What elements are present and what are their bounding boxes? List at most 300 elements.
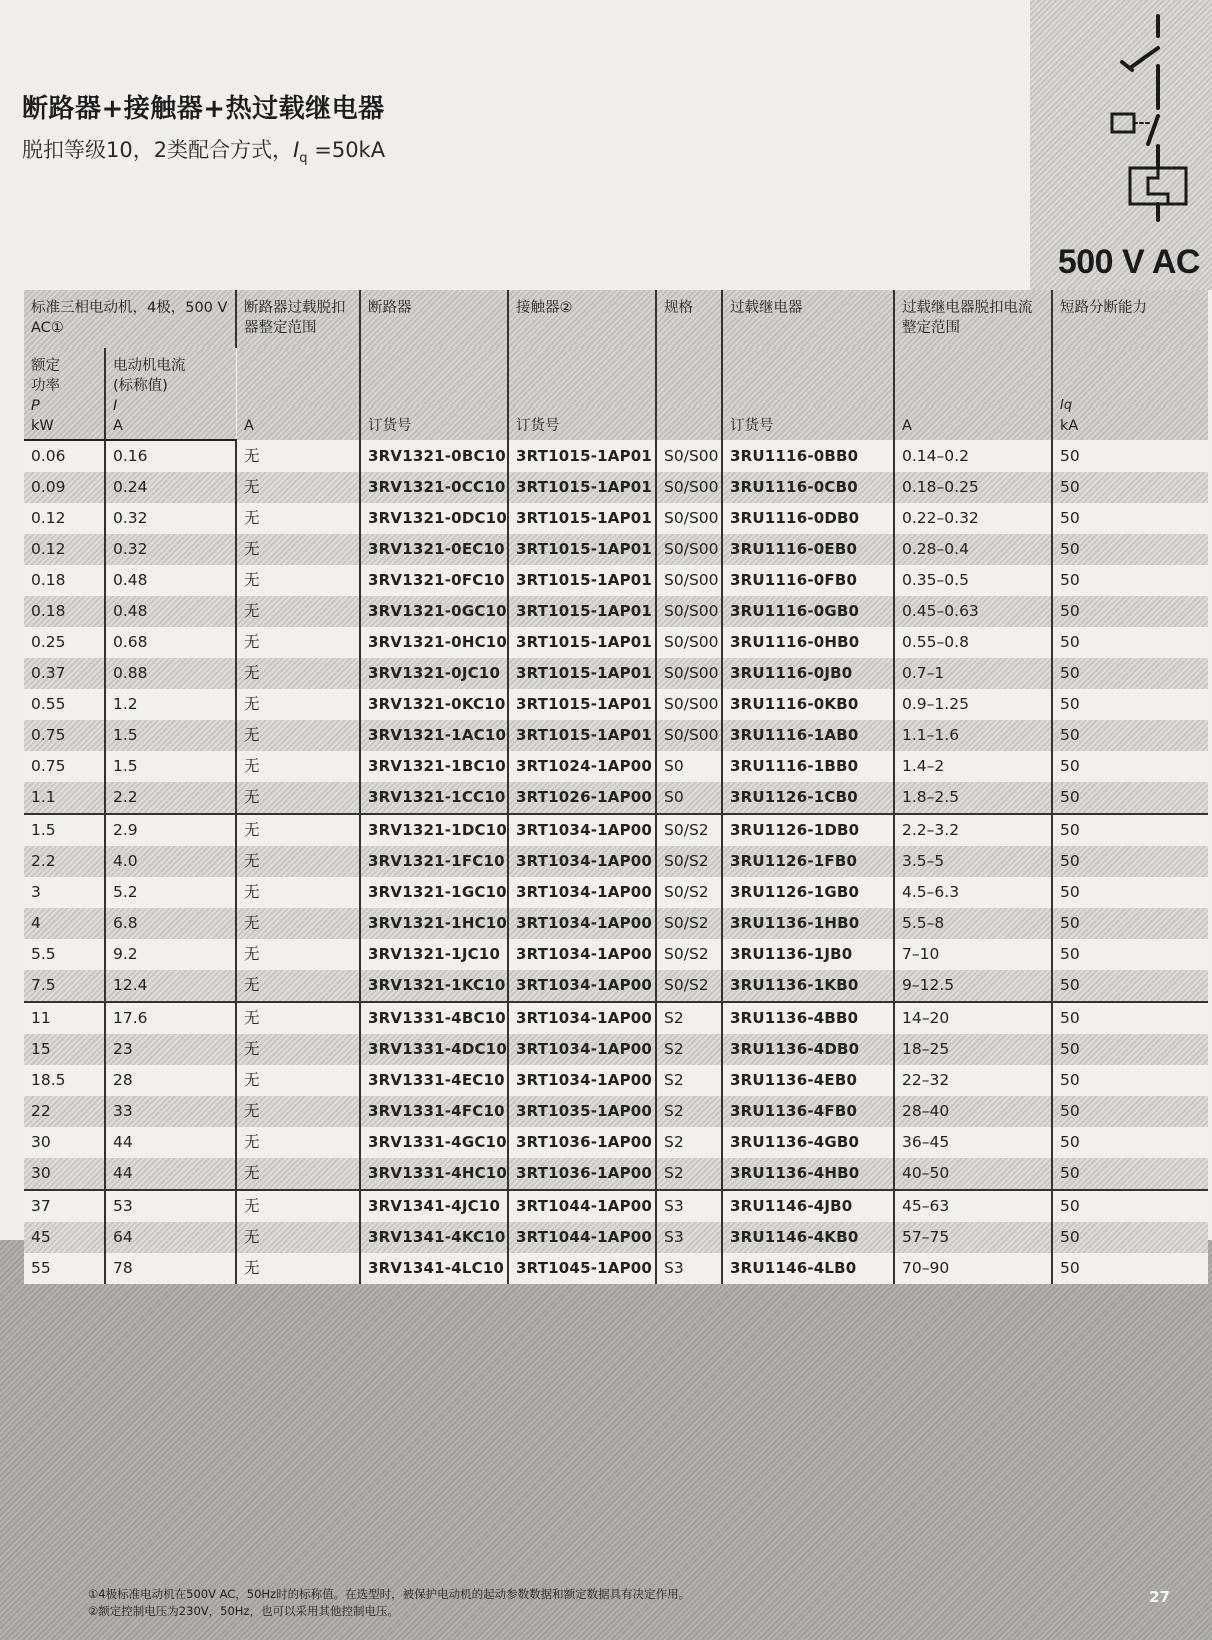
cell-current-a: 9.2 (105, 939, 236, 970)
cell-current-a: 44 (105, 1158, 236, 1190)
cell-cb-range: 无 (236, 596, 360, 627)
cell-relay-order: 3RU1116-0HB0 (722, 627, 894, 658)
cell-breaking-capacity: 50 (1060, 695, 1080, 713)
cell-contactor-order: 3RT1015-1AP01 (508, 503, 656, 534)
cell-power-kw: 11 (24, 1002, 105, 1034)
cell-breaking-capacity: 50 (1060, 1197, 1080, 1215)
cell-breaker-order: 3RV1341-4KC10 (360, 1222, 508, 1253)
cell-relay-order: 3RU1136-1KB0 (722, 970, 894, 1002)
breaking-capacity-symbol: Iq (1060, 398, 1073, 413)
cell-power-kw: 3 (24, 877, 105, 908)
cell-relay-range: 0.22–0.32 (894, 503, 1052, 534)
cell-relay-range: 3.5–5 (894, 846, 1052, 877)
cell-relay-range: 14–20 (894, 1002, 1052, 1034)
cell-current-a: 23 (105, 1034, 236, 1065)
cell-cb-range: 无 (236, 1222, 360, 1253)
cell-breaker-order: 3RV1321-0KC10 (360, 689, 508, 720)
cell-relay-order: 3RU1136-4GB0 (722, 1127, 894, 1158)
cell-size: S0/S00 (656, 627, 722, 658)
cell-current-a: 78 (105, 1253, 236, 1284)
cell-relay-range: 7–10 (894, 939, 1052, 970)
current-header-line1: 电动机电流 (113, 358, 186, 374)
cell-cb-range: 无 (236, 1002, 360, 1034)
cell-size: S0/S00 (656, 534, 722, 565)
cell-size: S2 (656, 1002, 722, 1034)
cell-contactor-order: 3RT1034-1AP00 (508, 1034, 656, 1065)
cell-size: S0 (656, 782, 722, 814)
cell-relay-range: 22–32 (894, 1065, 1052, 1096)
cell-relay-order: 3RU1136-4HB0 (722, 1158, 894, 1190)
table-row (24, 1065, 1208, 1096)
cell-cb-range: 无 (236, 1253, 360, 1284)
cell-cb-range: 无 (236, 1096, 360, 1127)
cell-size: S2 (656, 1034, 722, 1065)
cell-relay-order: 3RU1146-4KB0 (722, 1222, 894, 1253)
cell-contactor-order: 3RT1044-1AP00 (508, 1190, 656, 1222)
breaking-capacity-unit: kA (1060, 418, 1079, 434)
power-header-line1: 额定 (31, 358, 60, 374)
cell-breaker-order: 3RV1341-4LC10 (360, 1253, 508, 1284)
cell-power-kw: 0.12 (24, 534, 105, 565)
cell-relay-range: 2.2–3.2 (894, 814, 1052, 846)
table-row (24, 1253, 1208, 1284)
cell-relay-order: 3RU1116-0DB0 (722, 503, 894, 534)
voltage-label: 500 V AC (1057, 243, 1200, 281)
cell-contactor-order: 3RT1015-1AP01 (508, 689, 656, 720)
cell-power-kw: 1.5 (24, 814, 105, 846)
cell-contactor-order: 3RT1036-1AP00 (508, 1127, 656, 1158)
cell-relay-range: 57–75 (894, 1222, 1052, 1253)
relay-header-label: 过载继电器 (730, 300, 803, 316)
cell-size: S0/S00 (656, 565, 722, 596)
cell-contactor-order: 3RT1015-1AP01 (508, 534, 656, 565)
cell-contactor-order: 3RT1034-1AP00 (508, 939, 656, 970)
circuit-breaker-contactor-relay-icon (1070, 6, 1200, 226)
cell-power-kw: 30 (24, 1127, 105, 1158)
cell-breaking-capacity: 50 (1060, 571, 1080, 589)
contactor-header-label: 接触器② (516, 300, 573, 316)
cell-relay-range: 9–12.5 (894, 970, 1052, 1002)
cell-breaker-order: 3RV1331-4FC10 (360, 1096, 508, 1127)
cell-relay-order: 3RU1136-4DB0 (722, 1034, 894, 1065)
table-row (24, 534, 1208, 565)
cell-breaker-order: 3RV1321-1DC10 (360, 814, 508, 846)
power-header-symbol: P (31, 398, 40, 414)
table-row (24, 782, 1208, 814)
cell-power-kw: 1.1 (24, 782, 105, 814)
cell-current-a: 33 (105, 1096, 236, 1127)
cell-contactor-order: 3RT1034-1AP00 (508, 1002, 656, 1034)
cell-cb-range: 无 (236, 1190, 360, 1222)
cell-power-kw: 2.2 (24, 846, 105, 877)
cell-size: S2 (656, 1158, 722, 1190)
cell-current-a: 1.5 (105, 720, 236, 751)
cell-relay-range: 28–40 (894, 1096, 1052, 1127)
cell-current-a: 0.48 (105, 565, 236, 596)
footnote-2: ②额定控制电压为230V，50Hz，也可以采用其他控制电压。 (88, 1604, 399, 1618)
cell-relay-range: 0.18–0.25 (894, 472, 1052, 503)
cell-power-kw: 18.5 (24, 1065, 105, 1096)
breaking-capacity-unit-block (1060, 396, 1078, 436)
cell-cb-range: 无 (236, 970, 360, 1002)
table-row (24, 472, 1208, 503)
table-row (24, 1158, 1208, 1190)
cell-cb-range: 无 (236, 877, 360, 908)
cell-relay-order: 3RU1116-0EB0 (722, 534, 894, 565)
relay-range-unit: A (902, 418, 912, 434)
cell-relay-range: 18–25 (894, 1034, 1052, 1065)
breaker-order-label: 订货号 (368, 418, 412, 434)
cell-power-kw: 55 (24, 1253, 105, 1284)
cell-contactor-order: 3RT1015-1AP01 (508, 658, 656, 689)
cell-relay-order: 3RU1126-1GB0 (722, 877, 894, 908)
cell-relay-order: 3RU1116-0BB0 (722, 440, 894, 472)
page-number: 27 (1149, 1588, 1170, 1606)
cell-current-a: 17.6 (105, 1002, 236, 1034)
selection-table (24, 290, 1208, 1284)
cell-breaker-order: 3RV1321-0DC10 (360, 503, 508, 534)
table-row (24, 1190, 1208, 1222)
cell-current-a: 0.24 (105, 472, 236, 503)
cell-contactor-order: 3RT1015-1AP01 (508, 440, 656, 472)
cell-current-a: 2.9 (105, 814, 236, 846)
power-unit: kW (31, 418, 54, 434)
table-row (24, 908, 1208, 939)
cell-current-a: 28 (105, 1065, 236, 1096)
cell-contactor-order: 3RT1015-1AP01 (508, 627, 656, 658)
cell-cb-range: 无 (236, 1127, 360, 1158)
cell-cb-range: 无 (236, 472, 360, 503)
table-row (24, 627, 1208, 658)
contactor-order-label: 订货号 (516, 418, 560, 434)
cell-contactor-order: 3RT1035-1AP00 (508, 1096, 656, 1127)
table-row (24, 1222, 1208, 1253)
cell-breaker-order: 3RV1321-0EC10 (360, 534, 508, 565)
cell-current-a: 53 (105, 1190, 236, 1222)
cell-breaker-order: 3RV1331-4HC10 (360, 1158, 508, 1190)
size-header (656, 290, 722, 440)
cell-current-a: 1.2 (105, 689, 236, 720)
relay-header (722, 290, 894, 440)
cell-current-a: 0.68 (105, 627, 236, 658)
cell-breaker-order: 3RV1321-1JC10 (360, 939, 508, 970)
cell-power-kw: 30 (24, 1158, 105, 1190)
cell-cb-range: 无 (236, 751, 360, 782)
contactor-header (508, 290, 656, 440)
cell-cb-range: 无 (236, 939, 360, 970)
cell-power-kw: 4 (24, 908, 105, 939)
motor-group-header: 标准三相电动机，4极，500 V AC① (24, 290, 236, 348)
cell-size: S0/S2 (656, 814, 722, 846)
table-row (24, 1096, 1208, 1127)
cell-power-kw: 0.37 (24, 658, 105, 689)
cell-contactor-order: 3RT1015-1AP01 (508, 720, 656, 751)
cell-breaking-capacity: 50 (1060, 664, 1080, 682)
cell-size: S0/S2 (656, 939, 722, 970)
cell-relay-range: 1.8–2.5 (894, 782, 1052, 814)
cell-current-a: 6.8 (105, 908, 236, 939)
cell-relay-range: 0.7–1 (894, 658, 1052, 689)
cell-breaking-capacity: 50 (1060, 1259, 1080, 1277)
cell-contactor-order: 3RT1034-1AP00 (508, 908, 656, 939)
cell-cb-range: 无 (236, 1034, 360, 1065)
cell-current-a: 44 (105, 1127, 236, 1158)
cell-size: S2 (656, 1065, 722, 1096)
cb-range-unit: A (244, 418, 254, 434)
cell-breaker-order: 3RV1321-0GC10 (360, 596, 508, 627)
cell-current-a: 64 (105, 1222, 236, 1253)
cell-relay-order: 3RU1146-4LB0 (722, 1253, 894, 1284)
power-header-line2: 功率 (31, 378, 60, 394)
cell-relay-range: 1.1–1.6 (894, 720, 1052, 751)
table-row (24, 440, 1208, 472)
cell-cb-range: 无 (236, 1158, 360, 1190)
cell-breaker-order: 3RV1341-4JC10 (360, 1190, 508, 1222)
current-header (105, 348, 236, 440)
cell-size: S0/S2 (656, 877, 722, 908)
cell-size: S2 (656, 1096, 722, 1127)
cell-cb-range: 无 (236, 1065, 360, 1096)
table-body (24, 440, 1208, 1284)
cell-power-kw: 0.12 (24, 503, 105, 534)
cell-size: S0/S00 (656, 503, 722, 534)
cell-relay-order: 3RU1116-1AB0 (722, 720, 894, 751)
cell-relay-range: 1.4–2 (894, 751, 1052, 782)
cell-breaking-capacity: 50 (1060, 1228, 1080, 1246)
cell-breaking-capacity: 50 (1060, 852, 1080, 870)
cell-current-a: 4.0 (105, 846, 236, 877)
cell-relay-order: 3RU1136-4FB0 (722, 1096, 894, 1127)
cell-power-kw: 5.5 (24, 939, 105, 970)
cell-power-kw: 0.75 (24, 720, 105, 751)
cell-contactor-order: 3RT1034-1AP00 (508, 877, 656, 908)
cell-size: S0/S2 (656, 908, 722, 939)
cell-cb-range: 无 (236, 720, 360, 751)
subtitle-text: 脱扣等级10，2类配合方式， (22, 138, 294, 162)
footnote-1: ①4极标准电动机在500V AC，50Hz时的标称值。在选型时，被保护电动机的起动参数数据和额定数据具有决定作用。 (88, 1587, 691, 1601)
cb-range-header (236, 290, 360, 440)
subtitle-symbol: I (293, 138, 300, 162)
page-title: 断路器+接触器+热过载继电器 (22, 94, 385, 124)
cell-size: S0/S2 (656, 846, 722, 877)
cell-breaker-order: 3RV1321-1HC10 (360, 908, 508, 939)
cell-power-kw: 22 (24, 1096, 105, 1127)
cell-relay-order: 3RU1126-1CB0 (722, 782, 894, 814)
cell-size: S0/S00 (656, 596, 722, 627)
cell-relay-range: 0.55–0.8 (894, 627, 1052, 658)
cell-size: S3 (656, 1222, 722, 1253)
cell-relay-order: 3RU1136-4EB0 (722, 1065, 894, 1096)
cell-current-a: 0.16 (105, 440, 236, 472)
table-row (24, 970, 1208, 1002)
cell-breaker-order: 3RV1331-4DC10 (360, 1034, 508, 1065)
cell-power-kw: 0.06 (24, 440, 105, 472)
relay-range-header (894, 290, 1052, 440)
power-header (24, 348, 105, 440)
relay-order-label: 订货号 (730, 418, 774, 434)
cell-current-a: 0.88 (105, 658, 236, 689)
table-row (24, 565, 1208, 596)
cell-power-kw: 0.55 (24, 689, 105, 720)
cell-breaking-capacity: 50 (1060, 1102, 1080, 1120)
table-row (24, 720, 1208, 751)
table-row (24, 1002, 1208, 1034)
cell-breaking-capacity: 50 (1060, 1133, 1080, 1151)
cell-relay-range: 0.35–0.5 (894, 565, 1052, 596)
cell-power-kw: 15 (24, 1034, 105, 1065)
cell-size: S0/S00 (656, 658, 722, 689)
cell-current-a: 0.32 (105, 503, 236, 534)
cell-breaker-order: 3RV1321-1KC10 (360, 970, 508, 1002)
table-row (24, 1034, 1208, 1065)
cell-contactor-order: 3RT1034-1AP00 (508, 1065, 656, 1096)
circuit-symbol-panel (1030, 0, 1212, 290)
cell-current-a: 1.5 (105, 751, 236, 782)
cell-cb-range: 无 (236, 627, 360, 658)
cell-contactor-order: 3RT1045-1AP00 (508, 1253, 656, 1284)
cell-current-a: 12.4 (105, 970, 236, 1002)
cell-breaker-order: 3RV1321-0BC10 (360, 440, 508, 472)
cell-relay-range: 0.45–0.63 (894, 596, 1052, 627)
breaker-header (360, 290, 508, 440)
page-bottom-area (0, 1240, 1212, 1640)
cell-contactor-order: 3RT1034-1AP00 (508, 846, 656, 877)
cell-power-kw: 0.18 (24, 596, 105, 627)
cell-breaker-order: 3RV1321-0CC10 (360, 472, 508, 503)
subtitle-value: =50kA (307, 138, 386, 162)
table-row (24, 939, 1208, 970)
cell-power-kw: 37 (24, 1190, 105, 1222)
subtitle-subscript: q (299, 151, 308, 167)
cell-breaking-capacity: 50 (1052, 970, 1208, 1002)
cell-power-kw: 45 (24, 1222, 105, 1253)
cell-relay-range: 40–50 (894, 1158, 1052, 1190)
cell-contactor-order: 3RT1015-1AP01 (508, 596, 656, 627)
cell-relay-order: 3RU1146-4JB0 (722, 1190, 894, 1222)
cell-relay-range: 36–45 (894, 1127, 1052, 1158)
cell-relay-range: 4.5–6.3 (894, 877, 1052, 908)
cell-power-kw: 7.5 (24, 970, 105, 1002)
current-header-symbol: I (113, 398, 118, 414)
cell-relay-order: 3RU1126-1FB0 (722, 846, 894, 877)
cell-size: S0 (656, 751, 722, 782)
cell-relay-order: 3RU1136-1HB0 (722, 908, 894, 939)
cell-relay-order: 3RU1116-0KB0 (722, 689, 894, 720)
relay-range-header-label: 过载继电器脱扣电流整定范围 (902, 300, 1033, 336)
cell-breaker-order: 3RV1321-1BC10 (360, 751, 508, 782)
cell-contactor-order: 3RT1034-1AP00 (508, 970, 656, 1002)
cell-breaker-order: 3RV1321-1GC10 (360, 877, 508, 908)
cell-breaker-order: 3RV1331-4GC10 (360, 1127, 508, 1158)
cell-relay-range: 0.9–1.25 (894, 689, 1052, 720)
cell-breaking-capacity: 50 (1060, 509, 1080, 527)
cell-size: S0/S00 (656, 720, 722, 751)
cell-breaking-capacity: 50 (1060, 633, 1080, 651)
cell-breaking-capacity: 50 (1060, 726, 1080, 744)
cell-breaker-order: 3RV1321-0FC10 (360, 565, 508, 596)
cell-breaking-capacity: 50 (1060, 540, 1080, 558)
cell-current-a: 2.2 (105, 782, 236, 814)
breaker-header-label: 断路器 (368, 300, 412, 316)
cell-relay-range: 0.14–0.2 (894, 440, 1052, 472)
cell-size: S0/S00 (656, 440, 722, 472)
cell-breaker-order: 3RV1321-0JC10 (360, 658, 508, 689)
cell-cb-range: 无 (236, 814, 360, 846)
cell-size: S0/S00 (656, 472, 722, 503)
table-row (24, 751, 1208, 782)
cell-relay-order: 3RU1116-1BB0 (722, 751, 894, 782)
cell-breaking-capacity: 50 (1052, 782, 1208, 814)
cell-breaking-capacity: 50 (1060, 1071, 1080, 1089)
cell-contactor-order: 3RT1034-1AP00 (508, 814, 656, 846)
cell-size: S0/S2 (656, 970, 722, 1002)
cell-relay-range: 5.5–8 (894, 908, 1052, 939)
cell-breaking-capacity: 50 (1060, 1040, 1080, 1058)
cell-size: S3 (656, 1190, 722, 1222)
cell-breaker-order: 3RV1321-0HC10 (360, 627, 508, 658)
cell-cb-range: 无 (236, 846, 360, 877)
cell-cb-range: 无 (236, 908, 360, 939)
cell-current-a: 0.48 (105, 596, 236, 627)
cell-contactor-order: 3RT1024-1AP00 (508, 751, 656, 782)
cell-relay-order: 3RU1136-4BB0 (722, 1002, 894, 1034)
cell-cb-range: 无 (236, 534, 360, 565)
cell-breaker-order: 3RV1321-1FC10 (360, 846, 508, 877)
current-header-line2: (标称值) (113, 378, 168, 394)
cell-breaker-order: 3RV1321-1AC10 (360, 720, 508, 751)
cell-size: S0/S00 (656, 689, 722, 720)
cell-power-kw: 0.25 (24, 627, 105, 658)
cb-range-header-label: 断路器过载脱扣器整定范围 (244, 300, 346, 336)
cell-cb-range: 无 (236, 689, 360, 720)
cell-relay-order: 3RU1126-1DB0 (722, 814, 894, 846)
cell-breaking-capacity: 50 (1052, 1158, 1208, 1190)
table-row (24, 596, 1208, 627)
cell-relay-order: 3RU1116-0GB0 (722, 596, 894, 627)
cell-relay-range: 45–63 (894, 1190, 1052, 1222)
breaking-capacity-header (1052, 290, 1208, 440)
cell-breaking-capacity: 50 (1060, 914, 1080, 932)
cell-breaking-capacity: 50 (1060, 757, 1080, 775)
cell-cb-range: 无 (236, 440, 360, 472)
table-row (24, 503, 1208, 534)
cell-relay-order: 3RU1136-1JB0 (722, 939, 894, 970)
cell-breaker-order: 3RV1331-4BC10 (360, 1002, 508, 1034)
cell-breaking-capacity: 50 (1060, 1009, 1080, 1027)
table-row (24, 877, 1208, 908)
cell-current-a: 0.32 (105, 534, 236, 565)
cell-cb-range: 无 (236, 565, 360, 596)
table-row (24, 658, 1208, 689)
cell-contactor-order: 3RT1036-1AP00 (508, 1158, 656, 1190)
cell-power-kw: 0.75 (24, 751, 105, 782)
cell-cb-range: 无 (236, 782, 360, 814)
table-row (24, 846, 1208, 877)
size-header-label: 规格 (664, 300, 694, 316)
cell-relay-order: 3RU1116-0CB0 (722, 472, 894, 503)
cell-relay-range: 0.28–0.4 (894, 534, 1052, 565)
table-row (24, 689, 1208, 720)
cell-contactor-order: 3RT1015-1AP01 (508, 565, 656, 596)
cell-breaking-capacity: 50 (1060, 478, 1080, 496)
cell-cb-range: 无 (236, 658, 360, 689)
cell-breaking-capacity: 50 (1060, 883, 1080, 901)
cell-breaking-capacity: 50 (1060, 945, 1080, 963)
cell-size: S3 (656, 1253, 722, 1284)
cell-cb-range: 无 (236, 503, 360, 534)
cell-current-a: 5.2 (105, 877, 236, 908)
cell-size: S2 (656, 1127, 722, 1158)
